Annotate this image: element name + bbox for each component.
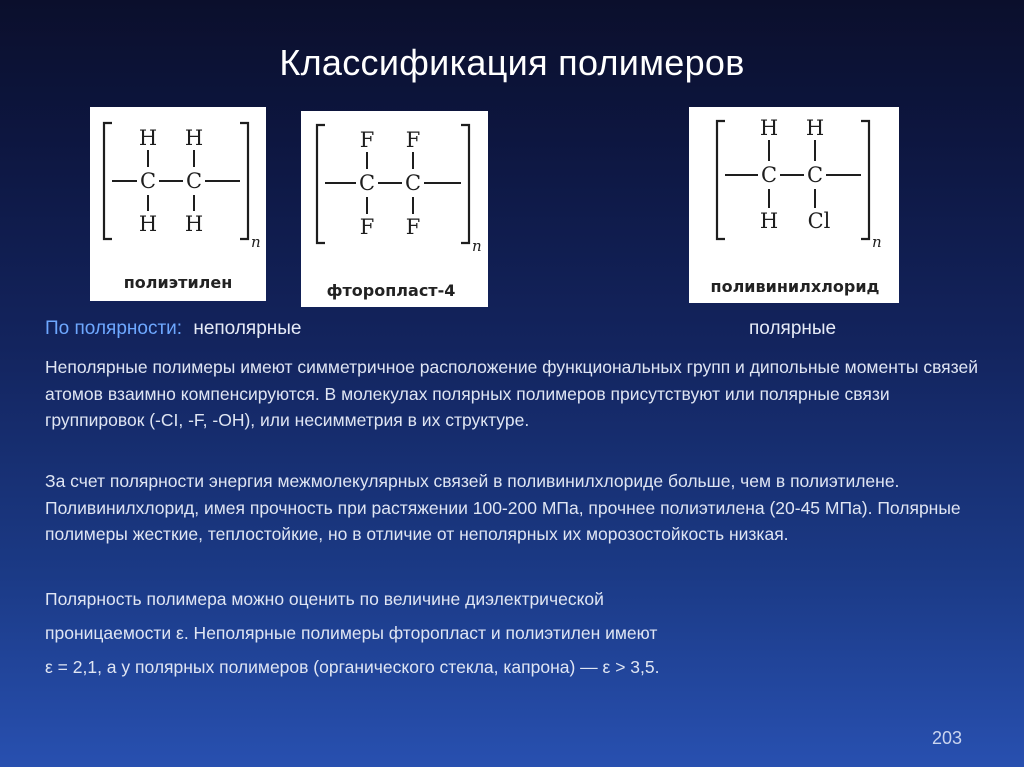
atom-top-1: H [759,116,779,140]
atom-center-2: C [806,163,824,187]
atom-center-1: C [358,171,376,195]
formula-pvc [689,107,899,303]
atom-bottom-1: F [359,215,375,239]
atom-bottom-2: Cl [807,209,831,233]
atom-top-2: H [805,116,825,140]
page-number: 203 [931,728,962,748]
atom-center-1: C [139,169,157,193]
formula-fluoroplast [301,111,488,307]
atom-bottom-1: H [138,212,158,236]
formula-caption: фторопласт-4 [326,281,456,300]
formula-fluoroplast-structure [301,111,488,307]
polarity-row [45,318,985,348]
paragraph-nonpolar-polar: Неполярные полимеры имеют симметричное расположение функциональных групп и дипольные моменты связей атомов взаимно компенсируются. В молекулах полярных полимеров присутствуют или полярные связи группировок (-CI, -F, -OH), или несимметрия в их структуре. [45,357,978,430]
formula-caption: полиэтилен [123,273,233,292]
formula-polyethylene-structure [90,107,266,301]
atom-bottom-1: H [759,209,779,233]
nonpolar-label: неполярные [193,318,302,339]
paragraph-pvc-strength: За счет полярности энергия межмолекулярных связей в поливинилхлориде больше, чем в полиэтилене. Поливинилхлорид, имея прочность при растяжении 100-200 МПа, прочнее полиэтилена (20-45 МПа). Полярные полимеры жесткие, теплостойкие, но в отличие от неполярных их морозостойкость низкая. [45,471,961,544]
formula-polyethylene [90,107,266,301]
atom-top-1: F [359,128,375,152]
atom-top-1: H [138,126,158,150]
polar-label: полярные [749,318,837,339]
atom-bottom-2: H [184,212,204,236]
paragraph-dielectric-line2: проницаемости ε. Неполярные полимеры фторопласт и полиэтилен имеют [45,623,658,643]
formula-pvc-structure [689,107,899,303]
subscript-n: n [872,233,882,251]
atom-top-2: F [405,128,421,152]
atom-center-2: C [185,169,203,193]
paragraph-dielectric-line3: ε = 2,1, а у полярных полимеров (органического стекла, капрона) — ε > 3,5. [45,657,660,677]
subscript-n: n [251,233,261,251]
paragraph-dielectric-line1: Полярность полимера можно оценить по величине диэлектрической [45,589,604,609]
polarity-label: По полярности: [45,318,183,339]
formula-caption: поливинилхлорид [710,277,880,296]
atom-center-1: C [760,163,778,187]
atom-top-2: H [184,126,204,150]
atom-bottom-2: F [405,215,421,239]
slide-title: Классификация полимеров [279,42,745,83]
subscript-n: n [472,237,482,255]
atom-center-2: C [404,171,422,195]
